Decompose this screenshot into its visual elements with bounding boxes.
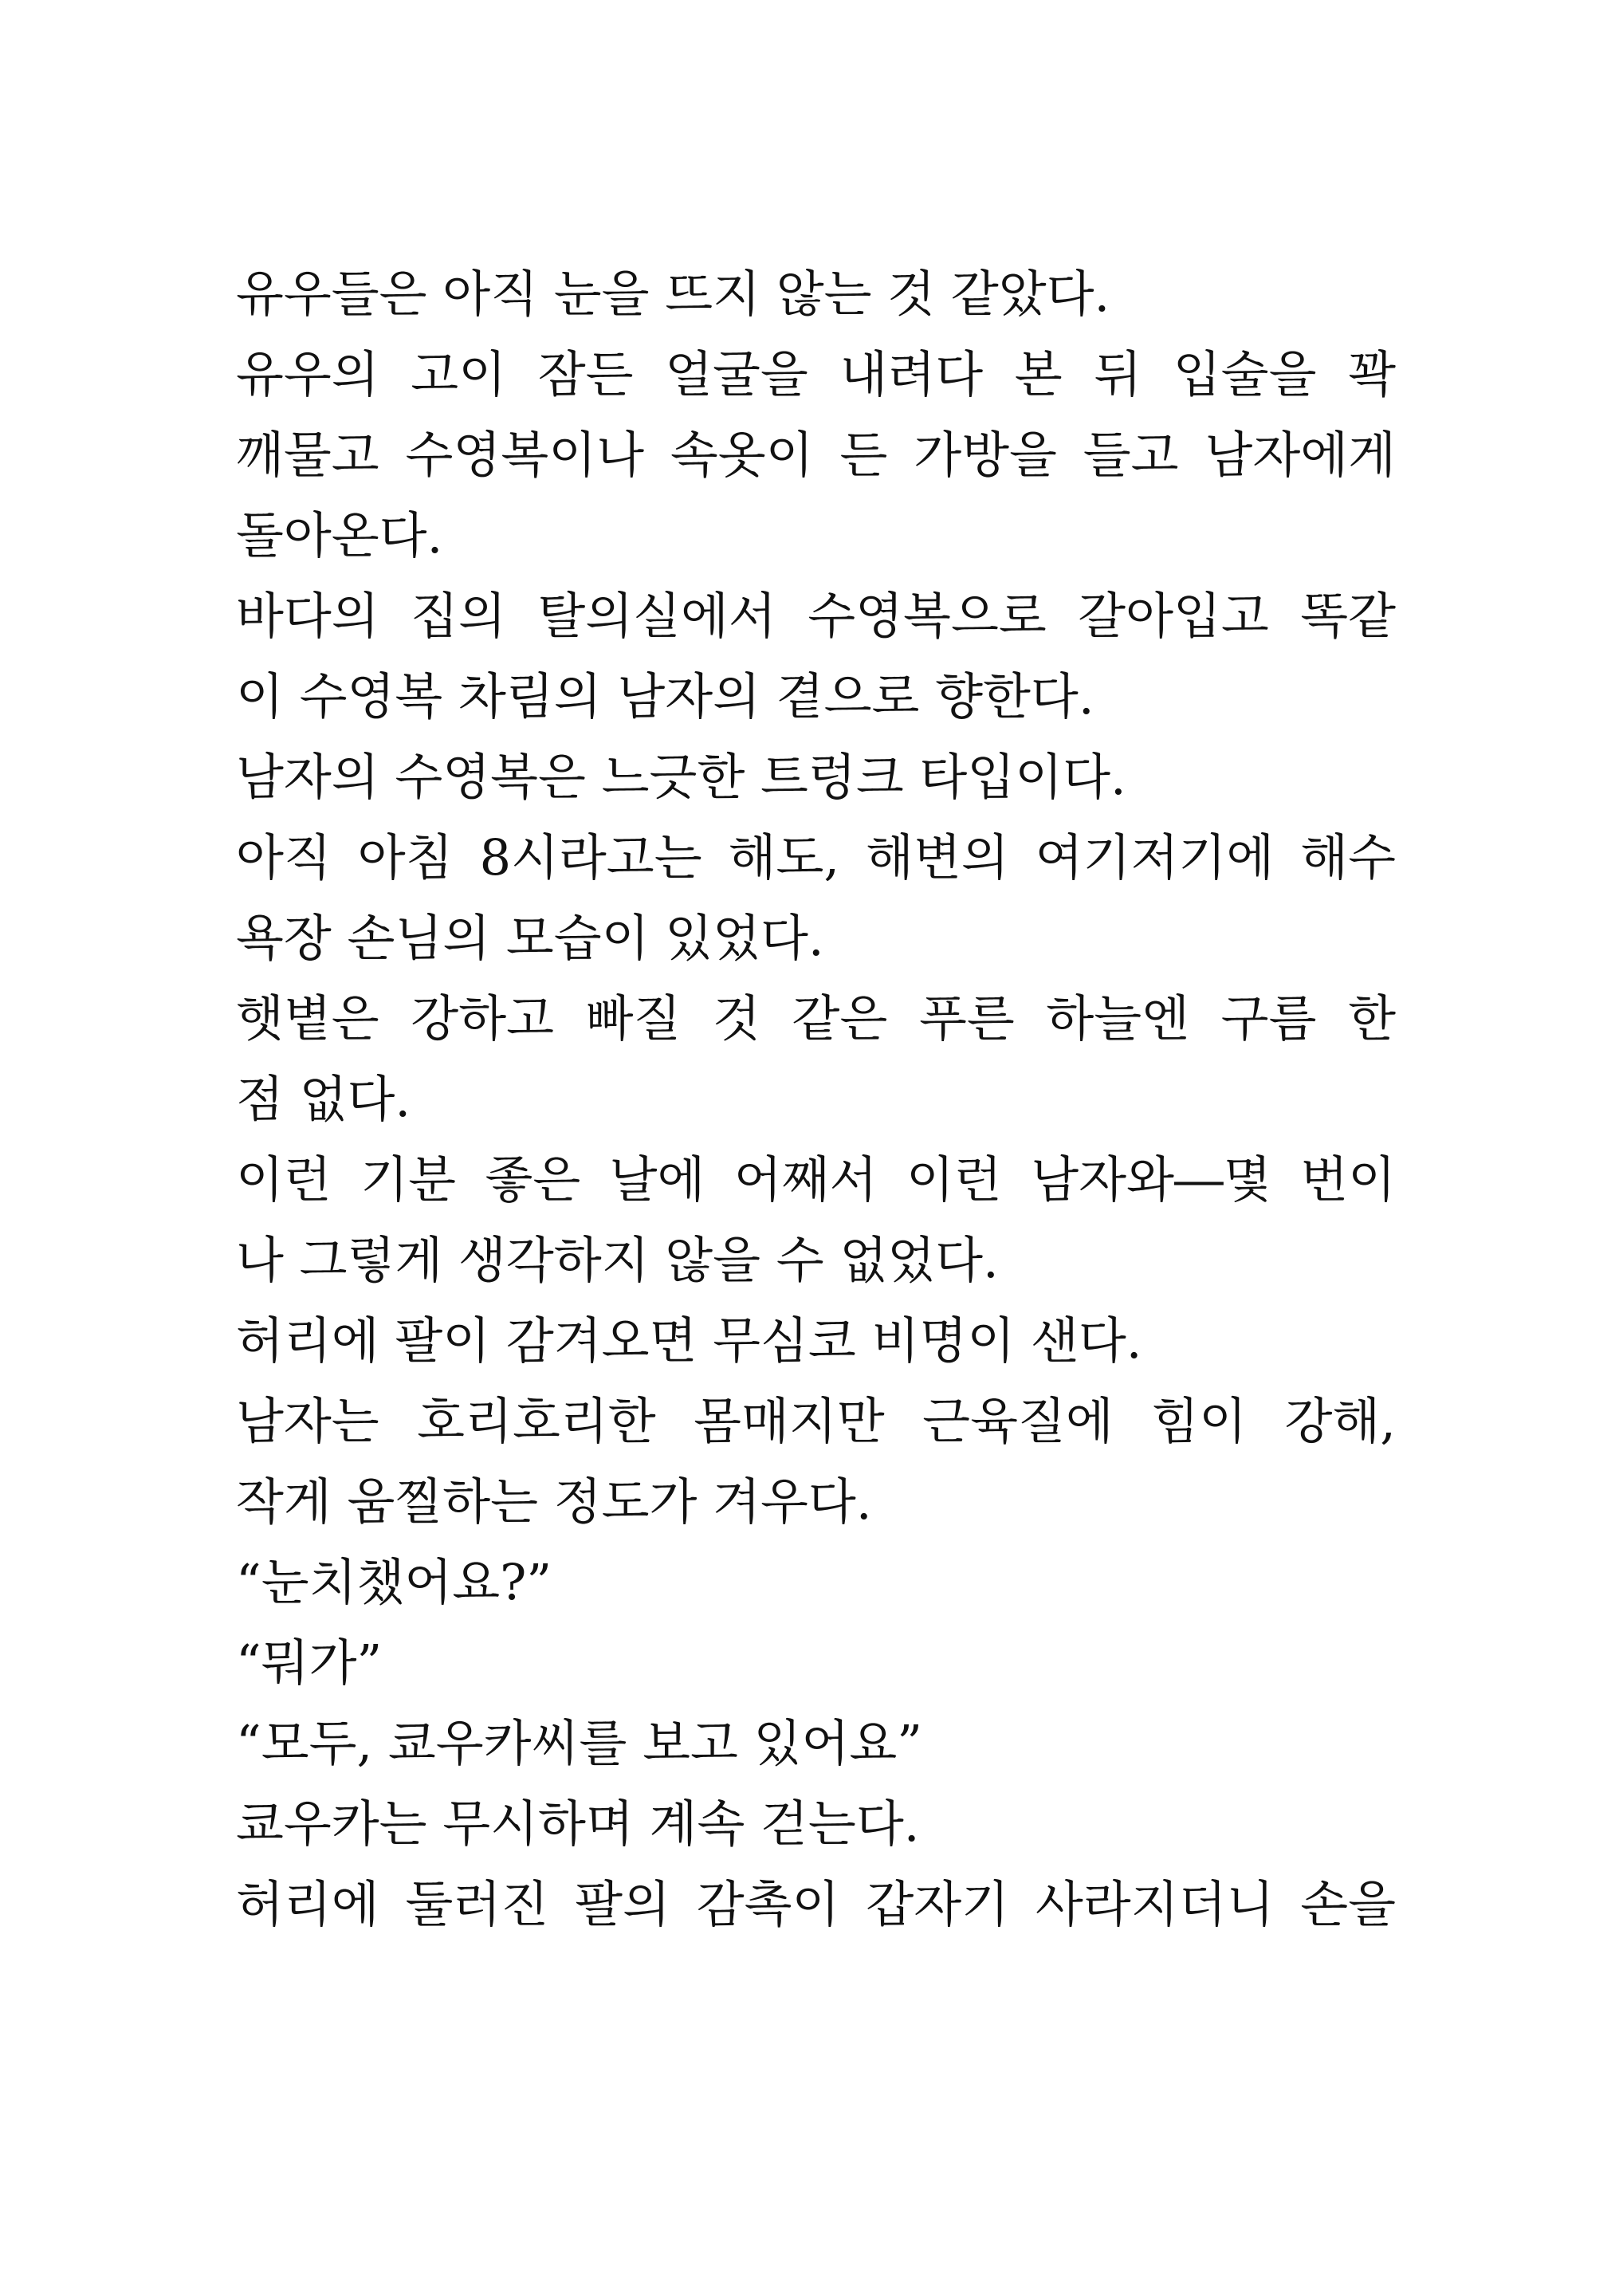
text-line: 아직 아침 8시라고는 해도, 해변의 여기저기에 해수 bbox=[236, 828, 1396, 887]
text-line: 허리에 둘러진 팔의 감촉이 갑자기 사라지더니 손을 bbox=[236, 1875, 1396, 1933]
text-line: 작게 움찔하는 정도가 겨우다. bbox=[236, 1472, 872, 1531]
text-line: 유우의 고이 잠든 얼굴을 내려다 본 뒤 입술을 꽉 bbox=[236, 345, 1396, 403]
text-line: 쿄우카는 무시하며 계속 걷는다. bbox=[236, 1795, 920, 1853]
text-line: 깨물고 수영복이나 속옷이 든 가방을 들고 남자에게 bbox=[236, 426, 1396, 484]
text-line: 욕장 손님의 모습이 있었다. bbox=[236, 909, 824, 967]
text-line: 이 수영복 차림의 남자의 곁으로 향한다. bbox=[236, 667, 1094, 725]
text-line: “눈치챘어요?” bbox=[236, 1553, 552, 1611]
text-line: 돌아온다. bbox=[236, 506, 443, 564]
text-line: 이런 기분 좋은 날에 어째서 이런 남자와―몇 번이 bbox=[236, 1150, 1396, 1209]
text-line: 유우들은 아직 눈을 뜨지 않는 것 같았다. bbox=[236, 265, 1110, 323]
text-line: “뭐가” bbox=[236, 1634, 383, 1692]
text-line: 허리에 팔이 감겨오면 무심코 비명이 샌다. bbox=[236, 1311, 1142, 1370]
text-line: 남자의 수영복은 느긋한 트렁크 타입이다. bbox=[236, 748, 1126, 806]
body-text bbox=[236, 254, 1396, 1944]
text-line: 나 그렇게 생각하지 않을 수 없었다. bbox=[236, 1231, 999, 1289]
text-line: 햇볕은 강하고 빠질 것 같은 푸른 하늘엔 구름 한 bbox=[236, 989, 1396, 1048]
text-line: 점 없다. bbox=[236, 1070, 411, 1128]
text-line: “모두, 쿄우카씨를 보고 있어요” bbox=[236, 1714, 922, 1772]
text-line: 바다의 집의 탈의실에서 수영복으로 갈아입고 똑같 bbox=[236, 587, 1396, 645]
text-line: 남자는 호리호리한 몸매지만 근육질에 힘이 강해, bbox=[236, 1392, 1396, 1450]
